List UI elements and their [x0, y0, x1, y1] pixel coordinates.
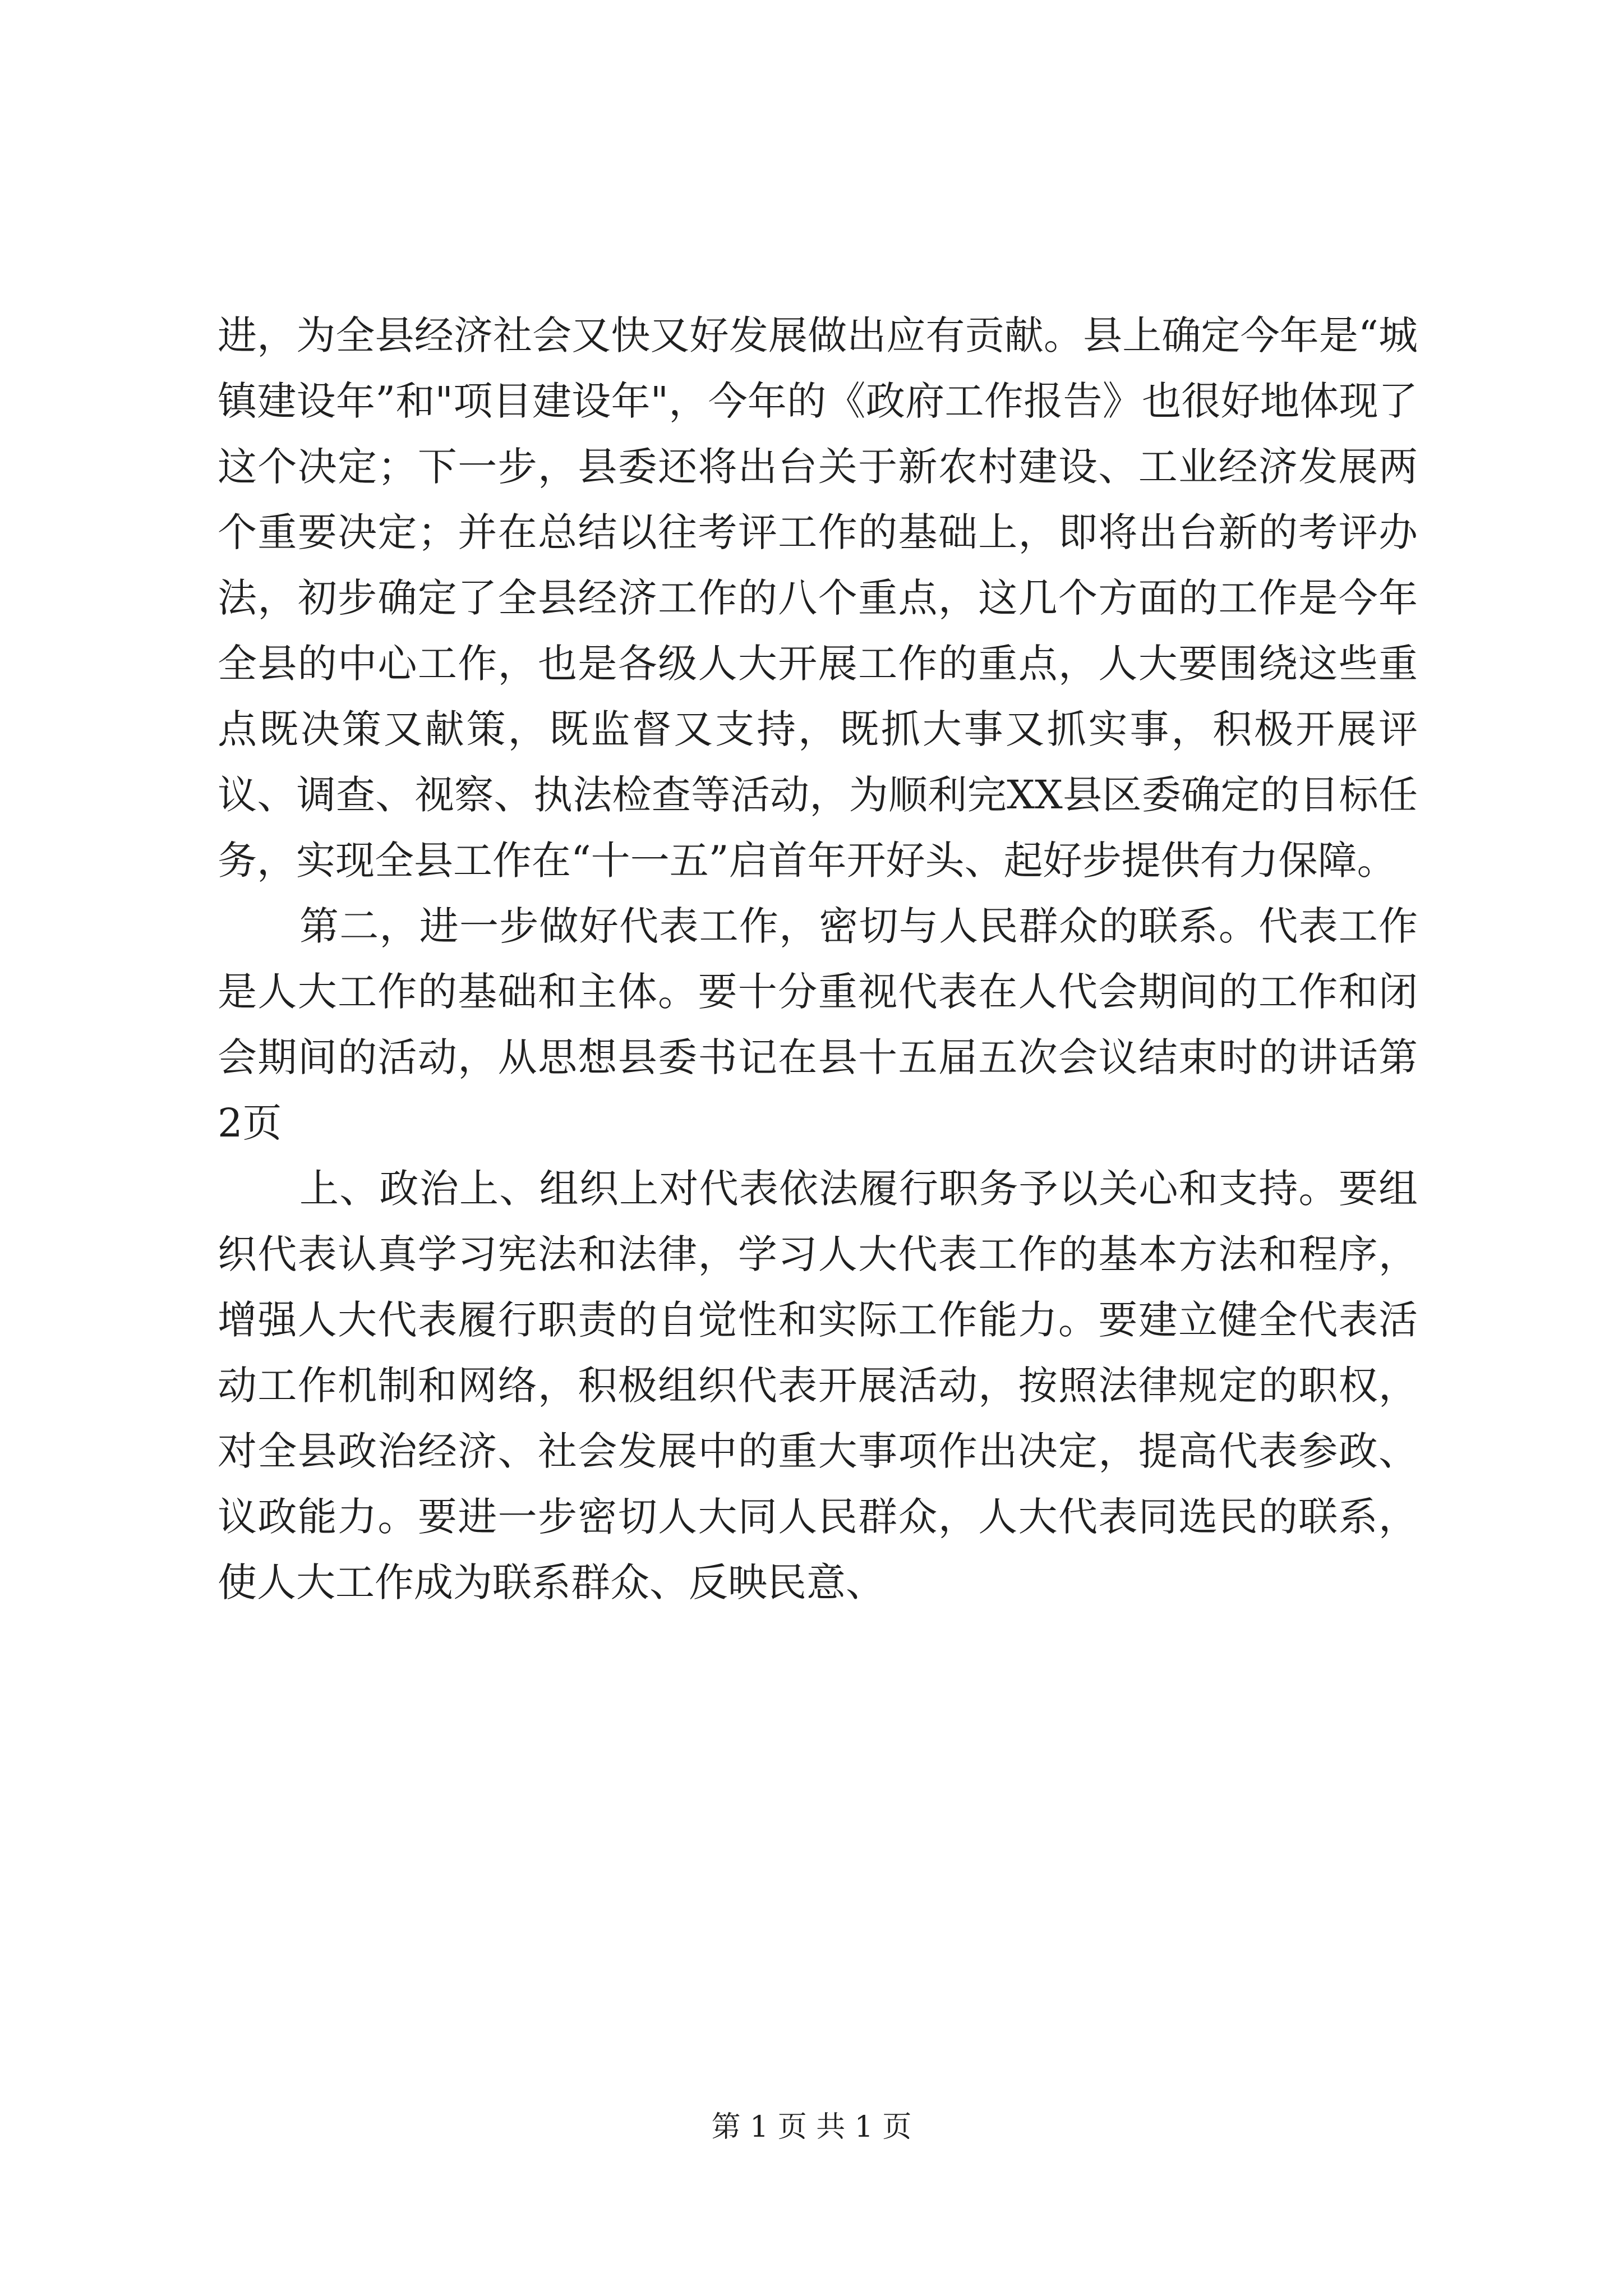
document-body: [218, 303, 1418, 1616]
paragraph-3: 上、政治上、组织上对代表依法履行职务予以关心和支持。要组织代表认真学习宪法和法律，学习人大代表工作的基本方法和程序，增强人大代表履行职责的自觉性和实际工作能力。要建立健全代表活动工作机制和网络，积极组织代表开展活动，按照法律规定的职权，对全县政治经济、社会发展中的重大事项作出决定，提高代表参政、议政能力。要进一步密切人大同人民群众，人大代表同选民的联系，使人大工作成为联系群众、反映民意、: [218, 1166, 1418, 1605]
paragraph-1: 进，为全县经济社会又快又好发展做出应有贡献。县上确定今年是“城镇建设年”和"项目建设年"，今年的《政府工作报告》也很好地体现了这个决定；下一步，县委还将出台关于新农村建设、工业经济发展两个重要决定；并在总结以往考评工作的基础上，即将出台新的考评办法，初步确定了全县经济工作的八个重点，这几个方面的工作是今年全县的中心工作，也是各级人大开展工作的重点，人大要围绕这些重点既决策又献策，既监督又支持，既抓大事又抓实事，积极开展评议、调查、视察、执法检查等活动，为顺利完XX县区委确定的目标任务，实现全县工作在“十一五”启首年开好头、起好步提供有力保障。: [218, 312, 1418, 884]
paragraph-2: 第二，进一步做好代表工作，密切与人民群众的联系。代表工作是人大工作的基础和主体。要十分重视代表在人代会期间的工作和闭会期间的活动，从思想县委书记在县十五届五次会议结束时的讲话第2页: [218, 903, 1418, 1146]
page-footer: 第 1 页 共 1 页: [711, 2110, 912, 2144]
